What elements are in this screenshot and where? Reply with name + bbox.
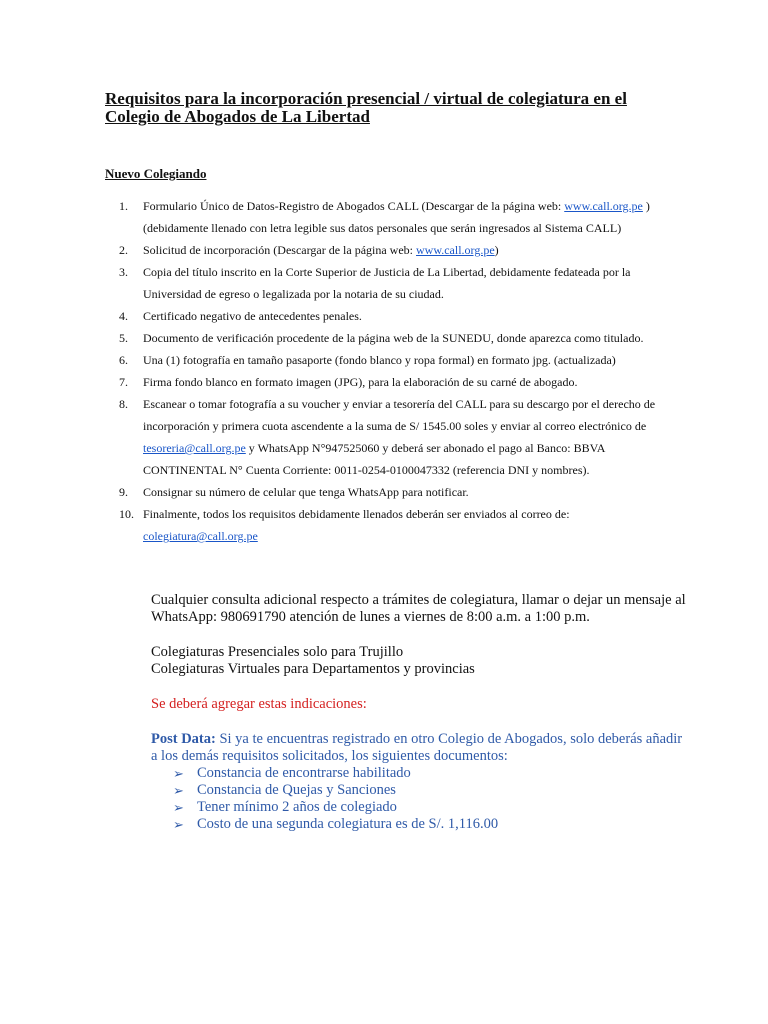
- list-item: [173, 799, 691, 816]
- item-text: Consignar su número de celular que tenga WhatsApp para notificar.: [143, 485, 469, 499]
- document-title: Requisitos para la incorporación presencial / virtual de colegiatura en el Colegio de Abogados de La Libertad: [105, 89, 627, 126]
- bullet-text: Constancia de Quejas y Sanciones: [197, 782, 396, 798]
- list-item: [105, 481, 665, 503]
- item-text: Firma fondo blanco en formato imagen (JPG), para la elaboración de su carné de abogado.: [143, 375, 578, 389]
- post-data-block: [151, 731, 691, 833]
- modalidades-block: [151, 644, 691, 678]
- bullet-text: Constancia de encontrarse habilitado: [197, 765, 411, 781]
- item-text: Solicitud de incorporación (Descargar de la página web:: [143, 243, 417, 257]
- item-number: 3.: [119, 265, 128, 279]
- indicaciones-note: Se deberá agregar estas indicaciones:: [151, 696, 367, 712]
- list-item: [105, 305, 665, 327]
- item-text: Una (1) fotografía en tamaño pasaporte (fondo blanco y ropa formal) en formato jpg. (actualizada): [143, 353, 616, 367]
- item-text: Certificado negativo de antecedentes penales.: [143, 309, 362, 323]
- colegiatura-email-link[interactable]: colegiatura@call.org.pe: [143, 529, 258, 543]
- list-item: [105, 195, 665, 239]
- post-data-label: Post Data:: [151, 731, 216, 747]
- virtuales-line: Colegiaturas Virtuales para Departamentos y provincias: [151, 661, 475, 677]
- post-data-paragraph: [151, 731, 691, 765]
- bullet-text: Tener mínimo 2 años de colegiado: [197, 799, 397, 815]
- arrow-bullet-icon: ➢: [173, 783, 184, 798]
- list-item: [105, 393, 665, 481]
- list-item: [173, 765, 691, 782]
- item-number: 5.: [119, 331, 128, 345]
- list-item: [173, 782, 691, 799]
- item-text: Escanear o tomar fotografía a su voucher y enviar a tesorería del CALL para su descargo por el derecho de incorporación y primera cuota ascendente a la suma de S/ 1545.00 soles y enviar al correo electrónico de: [143, 397, 656, 433]
- item-number: 9.: [119, 485, 128, 499]
- item-text: Copia del título inscrito en la Corte Superior de Justicia de La Libertad, debidamente fedateada por la Universidad de egreso o legalizada por la notaria de su ciudad.: [143, 265, 631, 301]
- arrow-bullet-icon: ➢: [173, 800, 184, 815]
- list-item: [105, 239, 665, 261]
- item-text: Formulario Único de Datos-Registro de Abogados CALL (Descargar de la página web:: [143, 199, 565, 213]
- consulta-paragraph: Cualquier consulta adicional respecto a trámites de colegiatura, llamar o dejar un mensaje al WhatsApp: 980691790 atención de lunes a viernes de 8:00 a.m. a 1:00 p.m.: [151, 592, 686, 625]
- item-number: 7.: [119, 375, 128, 389]
- item-number: 10.: [119, 507, 134, 521]
- extra-documents-list: [151, 765, 691, 833]
- item-number: 8.: [119, 397, 128, 411]
- item-number: 2.: [119, 243, 128, 257]
- item-text: Finalmente, todos los requisitos debidamente llenados deberán ser enviados al correo de:: [143, 507, 570, 521]
- list-item: [105, 261, 665, 305]
- post-data-text: Si ya te encuentras registrado en otro Colegio de Abogados, solo deberás añadir a los demás requisitos solicitados, los siguientes documentos:: [151, 731, 683, 764]
- item-text: y WhatsApp N°947525060 y deberá ser abonado el pago al Banco: BBVA CONTINENTAL N° Cuenta Corriente: 0011-0254-0100047332 (referencia DNI y nombres).: [143, 441, 605, 477]
- call-website-link[interactable]: www.call.org.pe: [416, 243, 495, 257]
- list-item: [105, 371, 665, 393]
- list-item: [105, 503, 665, 547]
- section-subtitle: Nuevo Colegiando: [105, 166, 207, 181]
- item-number: 6.: [119, 353, 128, 367]
- item-text: ) (debidamente llenado con letra legible sus datos personales que serán ingresados al Sistema CALL): [143, 199, 650, 235]
- call-website-link[interactable]: www.call.org.pe: [564, 199, 643, 213]
- item-text: Documento de verificación procedente de la página web de la SUNEDU, donde aparezca como titulado.: [143, 331, 644, 345]
- tesoreria-email-link[interactable]: tesoreria@call.org.pe: [143, 441, 246, 455]
- item-number: 4.: [119, 309, 128, 323]
- list-item: [173, 816, 691, 833]
- list-item: [105, 327, 665, 349]
- requirements-list: [105, 195, 665, 547]
- bullet-text: Costo de una segunda colegiatura es de S/. 1,116.00: [197, 816, 499, 832]
- arrow-bullet-icon: ➢: [173, 766, 184, 781]
- item-number: 1.: [119, 199, 128, 213]
- arrow-bullet-icon: ➢: [173, 817, 184, 832]
- item-text: ): [494, 243, 499, 257]
- list-item: [105, 349, 665, 371]
- presenciales-line: Colegiaturas Presenciales solo para Trujillo: [151, 644, 404, 660]
